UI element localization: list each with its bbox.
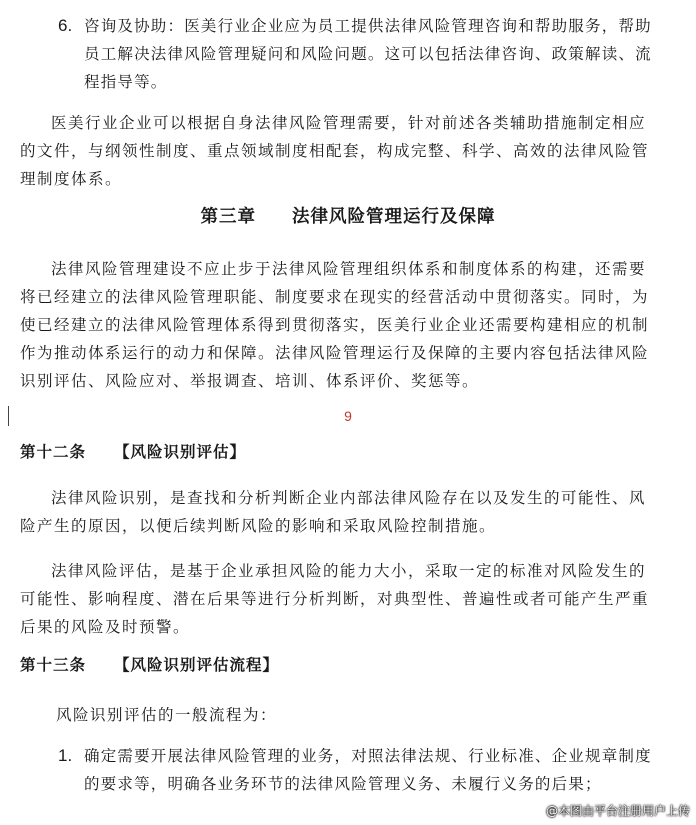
article-label: 第十三条 [20, 656, 87, 674]
list-item-text: 确定需要开展法律风险管理的业务，对照法律法规、行业标准、企业规章制度的要求等，明确各业务环节的法律风险管理义务、未履行义务的后果； [84, 747, 652, 793]
process-intro: 风险识别评估的一般流程为： [56, 706, 278, 724]
list-item-number: 1. [58, 746, 73, 765]
chapter-title: 法律风险管理运行及保障 [292, 207, 496, 227]
list-item-number: 6. [58, 16, 73, 35]
paragraph-identification: 法律风险识别，是查找和分析判断企业内部法律风险存在以及发生的可能性、风险产生的原因，以便后续判断风险的影响和采取风险控制措施。 [20, 489, 647, 535]
page-number: 9 [344, 408, 352, 424]
article-12-heading [20, 440, 246, 462]
article-label: 第十二条 [20, 443, 87, 461]
chapter-heading [0, 203, 696, 228]
paragraph-system: 医美行业企业可以根据自身法律风险管理需要，针对前述各类辅助措施制定相应的文件，与纲领性制度、重点领域制度相配套，构成完整、科学、高效的法律风险管理制度体系。 [20, 114, 650, 188]
chapter-label: 第三章 [200, 207, 256, 227]
watermark: @本图由平台注册用户上传 [545, 804, 690, 818]
list-item-6 [58, 12, 658, 96]
article-title: 【风险识别评估流程】 [114, 656, 280, 674]
paragraph-chapter-intro: 法律风险管理建设不应止步于法律风险管理组织体系和制度体系的构建，还需要将已经建立的法律风险管理职能、制度要求在现实的经营活动中贯彻落实。同时，为使已经建立的法律风险管理体系得到贯彻落实，医美行业企业还需要构建相应的机制作为推动体系运行的动力和保障。法律风险管理运行及保障的主要内容包括法律风险识别评估、风险应对、举报调查、培训、体系评价、奖惩等。 [20, 260, 650, 390]
article-13-heading [20, 653, 279, 675]
list-item-1 [58, 742, 658, 798]
paragraph-assessment: 法律风险评估，是基于企业承担风险的能力大小，采取一定的标准对风险发生的可能性、影响程度、潜在后果等进行分析判断，对典型性、普遍性或者可能产生严重后果的风险及时预警。 [20, 562, 650, 636]
article-title: 【风险识别评估】 [114, 443, 247, 461]
list-item-text: 咨询及协助：医美行业企业应为员工提供法律风险管理咨询和帮助服务，帮助员工解决法律风险管理疑问和风险问题。这可以包括法律咨询、政策解读、流程指导等。 [84, 17, 652, 91]
